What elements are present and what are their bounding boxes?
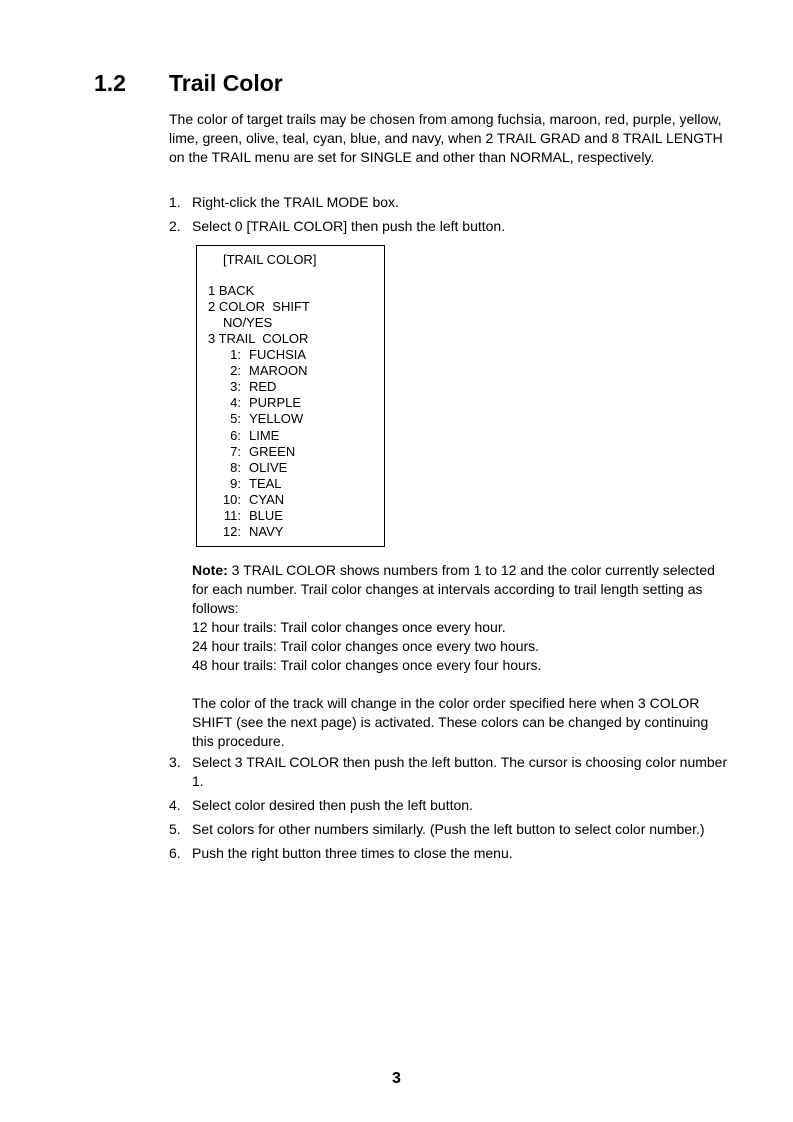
step-text: Select 3 TRAIL COLOR then push the left button. The cursor is choosing color number 1. <box>192 754 728 789</box>
color-number: 6: <box>230 427 241 443</box>
step-text: Select color desired then push the left button. <box>192 797 473 813</box>
color-option-lime[interactable]: LIME <box>249 427 280 443</box>
step-3 <box>169 753 729 791</box>
trail-color-menu <box>196 245 385 547</box>
color-option-olive[interactable]: OLIVE <box>249 459 288 475</box>
color-option-fuchsia[interactable]: FUCHSIA <box>249 347 307 362</box>
note-line-12h: 12 hour trails: Trail color changes once every hour. <box>192 619 506 635</box>
menu-item-color-shift-options: NO/YES <box>223 315 273 330</box>
menu-title: [TRAIL COLOR] <box>223 252 317 267</box>
color-option-purple[interactable]: PURPLE <box>249 395 302 411</box>
step-text: Right-click the TRAIL MODE box. <box>192 194 399 210</box>
note-text: 3 TRAIL COLOR shows numbers from 1 to 12 and the color currently selected for each number. Trail color changes at intervals according to trail length setting as follows: <box>192 562 715 616</box>
section-number: 1.2 <box>94 70 126 96</box>
color-option-green[interactable]: GREEN <box>249 443 296 459</box>
color-number: 9: <box>230 475 241 491</box>
color-option-cyan[interactable]: CYAN <box>249 491 285 507</box>
step-4 <box>169 796 729 815</box>
note-line-24h: 24 hour trails: Trail color changes once every two hours. <box>192 638 540 654</box>
color-number: 1: <box>230 347 241 362</box>
step-number: 3. <box>169 754 181 770</box>
step-text: Select 0 [TRAIL COLOR] then push the left button. <box>192 218 506 234</box>
color-number: 2: <box>230 363 241 379</box>
step-number: 4. <box>169 797 181 813</box>
menu-item-color-shift[interactable]: 2 COLOR SHIFT <box>208 299 310 314</box>
note-paragraph-2: The color of the track will change in the color order specified here when 3 COLOR SHIFT (see the next page) is activated. These colors can be changed by continuing this procedure. <box>192 695 709 749</box>
section-title: Trail Color <box>169 70 283 96</box>
step-1 <box>169 193 729 212</box>
color-option-navy[interactable]: NAVY <box>249 524 284 540</box>
page-number: 3 <box>392 1070 401 1087</box>
note-line-48h: 48 hour trails: Trail color changes once every four hours. <box>192 657 542 673</box>
color-number: 5: <box>230 411 241 427</box>
color-number: 12: <box>222 524 241 540</box>
color-number: 3: <box>230 379 241 395</box>
note-block <box>192 561 722 751</box>
color-option-maroon[interactable]: MAROON <box>249 363 308 379</box>
step-5 <box>169 820 729 839</box>
intro-paragraph: The color of target trails may be chosen from among fuchsia, maroon, red, purple, yellow, lime, green, olive, teal, cyan, blue, and navy, when 2 TRAIL GRAD and 8 TRAIL LENGTH on the TRAIL menu are set for SINGLE and other than NORMAL, respectively. <box>169 111 723 165</box>
step-6 <box>169 844 729 863</box>
note-paragraph <box>192 561 722 618</box>
color-number: 8: <box>230 459 241 475</box>
color-option-yellow[interactable]: YELLOW <box>249 411 304 427</box>
color-number: 4: <box>230 395 241 411</box>
color-option-teal[interactable]: TEAL <box>249 475 282 491</box>
menu-item-back[interactable]: 1 BACK <box>208 283 255 298</box>
step-number: 1. <box>169 194 181 210</box>
step-number: 2. <box>169 218 181 234</box>
color-option-blue[interactable]: BLUE <box>249 508 283 523</box>
step-text: Push the right button three times to close the menu. <box>192 845 513 861</box>
color-number: 10: <box>222 491 241 507</box>
step-number: 6. <box>169 845 181 861</box>
menu-item-trail-color[interactable]: 3 TRAIL COLOR <box>208 331 309 346</box>
step-number: 5. <box>169 821 181 837</box>
color-option-red[interactable]: RED <box>249 379 277 395</box>
color-number: 11: <box>223 508 241 523</box>
step-text: Set colors for other numbers similarly. (Push the left button to select color number.) <box>192 821 705 837</box>
color-number: 7: <box>230 443 241 459</box>
note-label: Note: <box>192 562 228 578</box>
step-2 <box>169 217 729 236</box>
